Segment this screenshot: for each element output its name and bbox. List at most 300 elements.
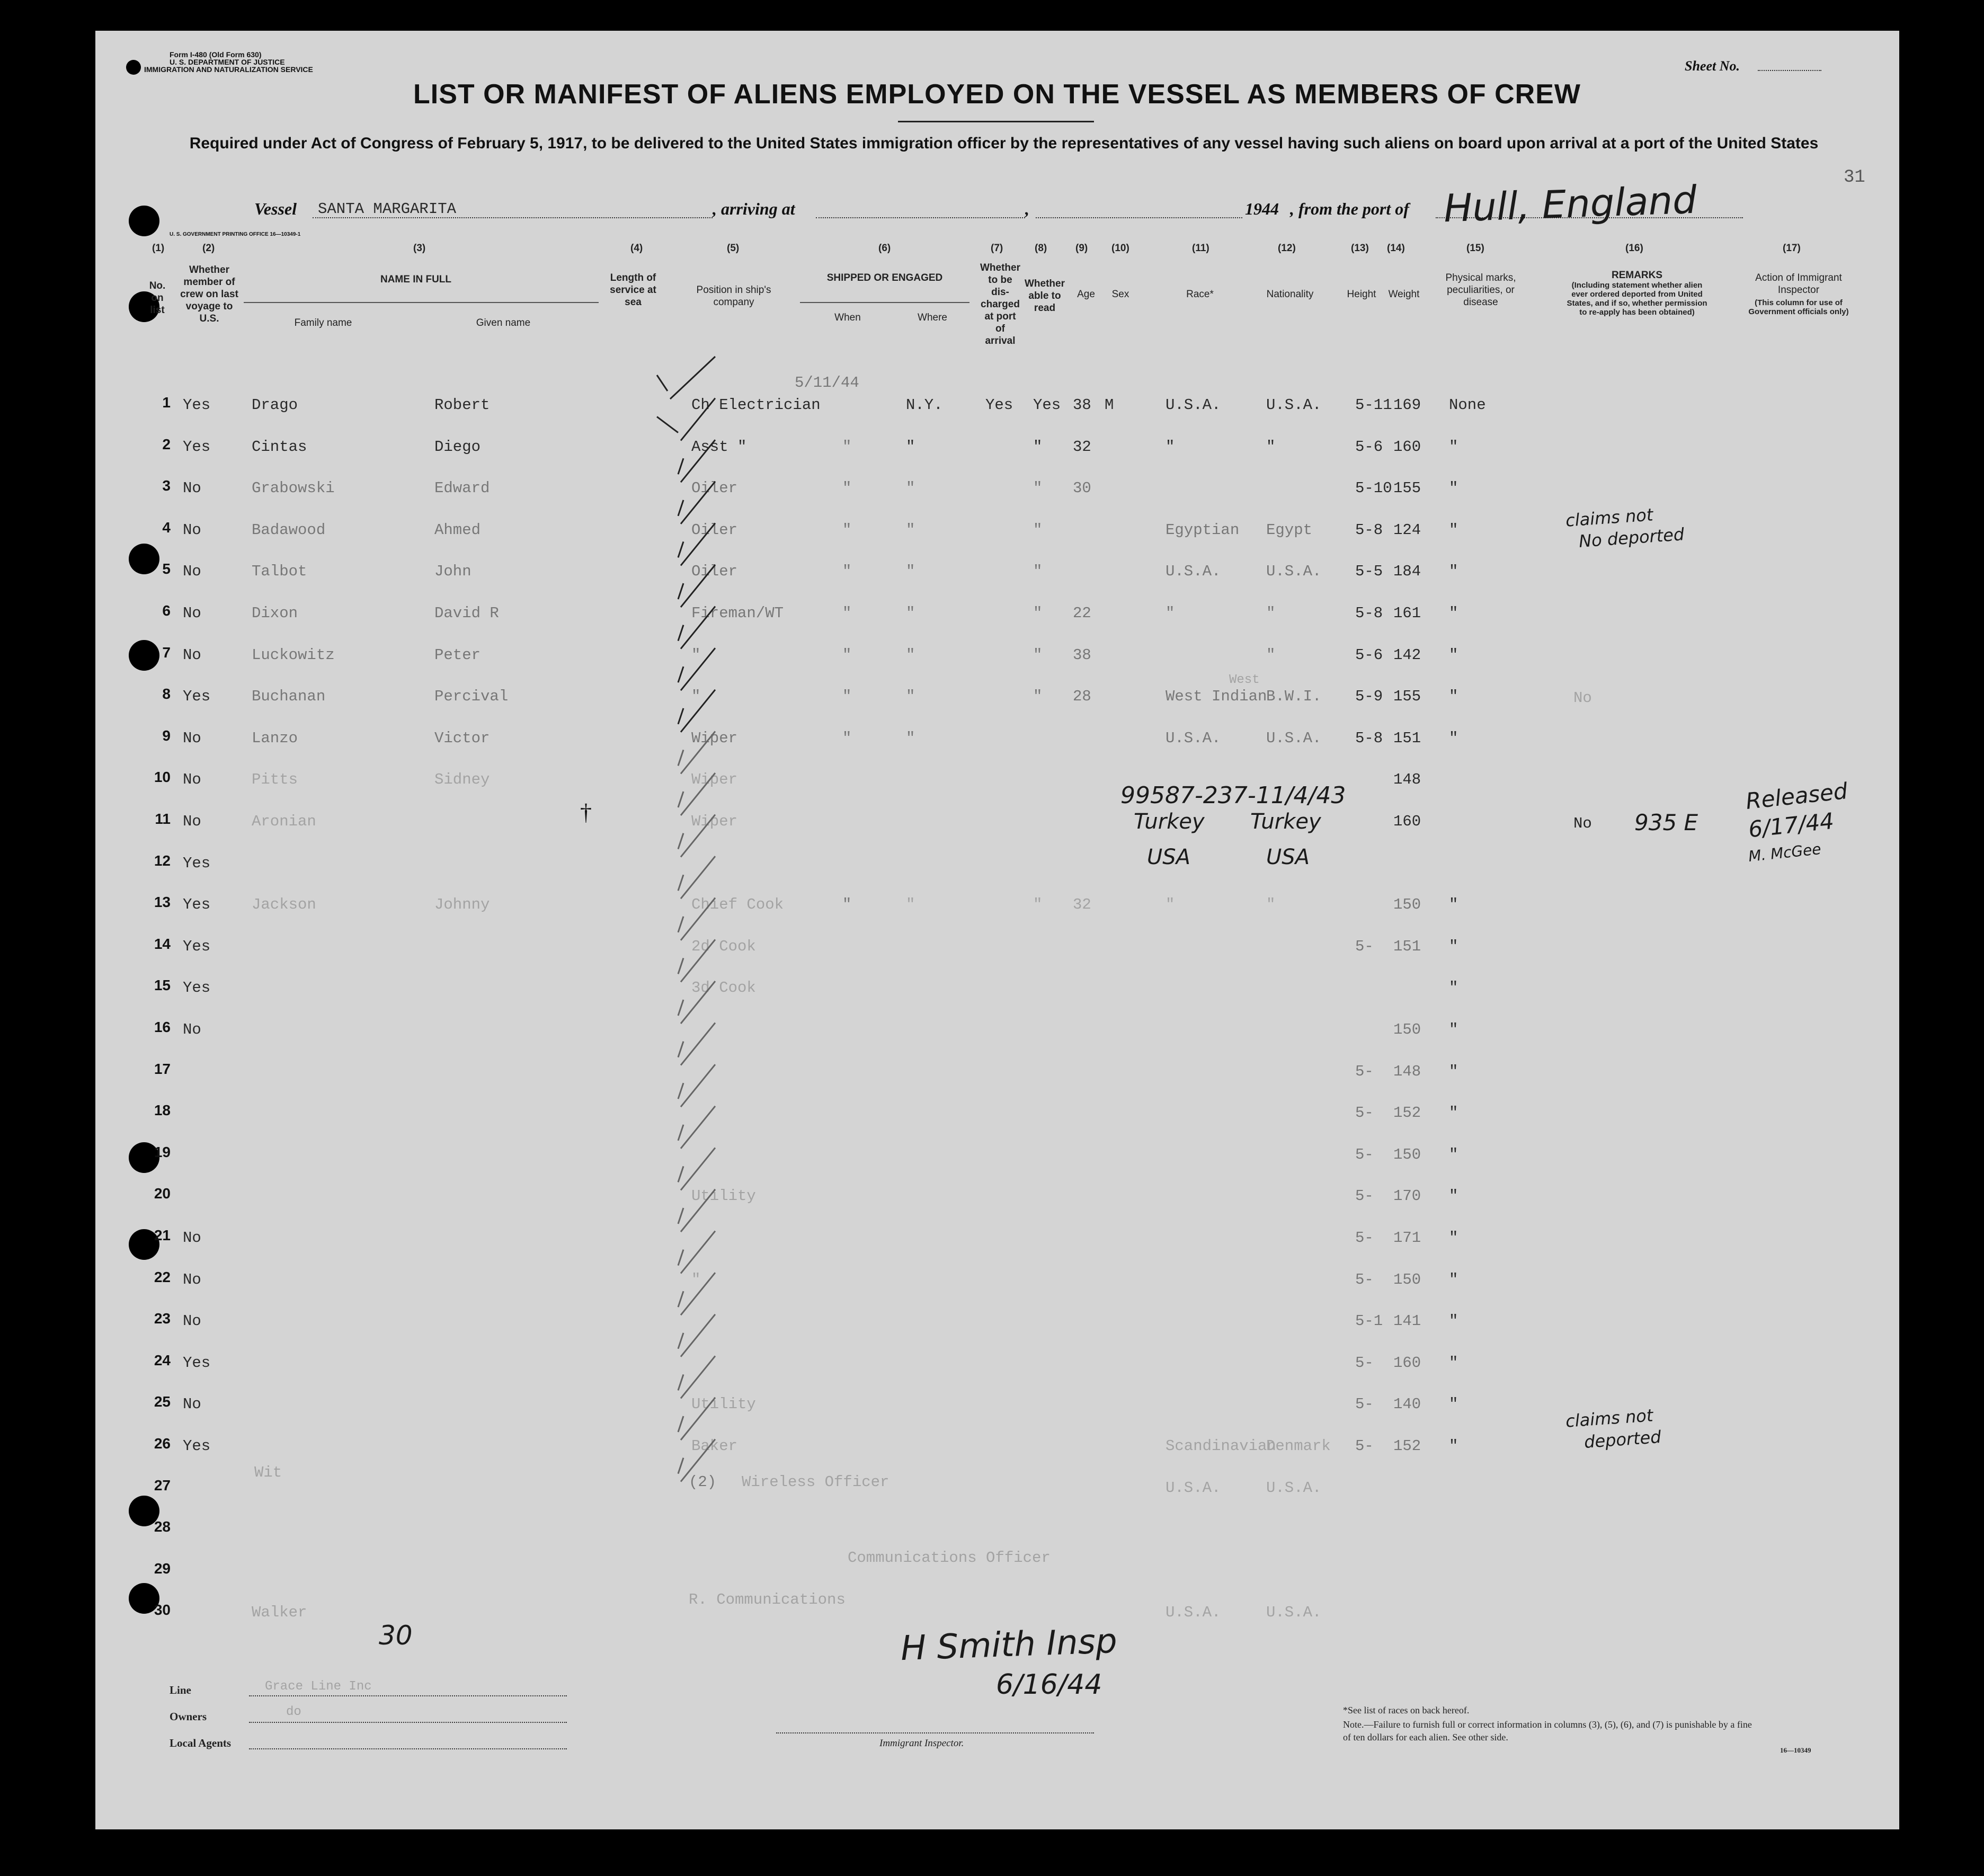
col-head-physical-marks: Physical marks, peculiarities, or disease	[1445, 272, 1516, 308]
cell-pos: Oiler	[691, 563, 738, 581]
cell-ht: 5-1	[1355, 1312, 1383, 1330]
cell-pos: Wiper	[691, 729, 738, 747]
hw-remark-deported-row4: No deported	[1578, 524, 1685, 552]
cell-family: Buchanan	[252, 688, 326, 706]
col-head-name-in-full: NAME IN FULL	[380, 274, 452, 285]
cell-crew: No	[183, 646, 201, 664]
row8-remark: No	[1573, 689, 1592, 707]
row-number: 22	[154, 1268, 171, 1285]
cell-when: "	[842, 729, 852, 747]
cell-pos: Asst "	[691, 438, 747, 456]
cell-sex: M	[1105, 396, 1114, 414]
cell-marks: "	[1449, 479, 1458, 497]
service-check-mark	[678, 565, 715, 607]
cell-race: "	[1166, 896, 1175, 914]
inspector-caption: Immigrant Inspector.	[879, 1738, 964, 1749]
service-check-mark	[657, 357, 715, 399]
cell-wt: 148	[1393, 1062, 1421, 1080]
cell-crew: No	[183, 563, 201, 581]
row-number: 19	[154, 1143, 171, 1160]
cell-nat: "	[1266, 646, 1276, 664]
cell-given: Diego	[434, 438, 481, 456]
cell-when: "	[842, 688, 852, 706]
cell-wt: 150	[1393, 1270, 1421, 1288]
cell-wt: 170	[1393, 1187, 1421, 1205]
cell-ht: 5-	[1355, 937, 1374, 955]
service-check-mark	[678, 981, 715, 1024]
col-num-5: (5)	[727, 243, 740, 254]
cell-race: U.S.A.	[1166, 396, 1221, 414]
cell-ht: 5-	[1355, 1437, 1374, 1455]
cell-read: "	[1033, 604, 1043, 622]
service-check-mark	[678, 1314, 715, 1357]
col-num-3: (3)	[413, 243, 426, 254]
cell-age: 38	[1073, 396, 1091, 414]
cell-given: Johnny	[434, 896, 490, 914]
action-note: (This column for use of Government officials only)	[1748, 298, 1849, 316]
row-number: 12	[154, 852, 171, 869]
cell-family: Jackson	[252, 896, 316, 914]
cell-where: "	[906, 563, 915, 581]
col-num-11: (11)	[1192, 243, 1209, 254]
col-head-nationality: Nationality	[1266, 289, 1314, 300]
hw-total-count: 30	[379, 1620, 413, 1651]
cell-marks: "	[1449, 1062, 1458, 1080]
col-head-given-name: Given name	[476, 317, 531, 328]
service-check-mark	[678, 856, 715, 899]
from-port-label: , from the port of	[1290, 199, 1409, 218]
col-head-where: Where	[918, 312, 947, 323]
cell-ht: 5-6	[1355, 438, 1383, 456]
cell-pos: "	[691, 688, 701, 706]
cell-pos: Oiler	[691, 521, 738, 539]
cell-crew: Yes	[183, 854, 211, 872]
cell-ht: 5-	[1355, 1395, 1374, 1413]
row-number: 18	[154, 1102, 171, 1119]
hw-remark-deported-row26: deported	[1583, 1426, 1662, 1453]
service-check-mark	[657, 398, 715, 441]
cell-age: 30	[1073, 479, 1091, 497]
cell-given: Peter	[434, 646, 481, 664]
cell-when: "	[842, 646, 852, 664]
cell-nat: U.S.A.	[1266, 396, 1322, 414]
cell-given: Sidney	[434, 771, 490, 789]
cell-crew: Yes	[183, 1354, 211, 1372]
cell-race: U.S.A.	[1166, 1604, 1221, 1622]
cell-pos: 2d Cook	[691, 937, 756, 955]
shipped-date-row1: 5/11/44	[795, 374, 859, 392]
cell-ht: 5-	[1355, 1062, 1374, 1080]
cell-race: U.S.A.	[1166, 729, 1221, 747]
cell-when: "	[842, 896, 852, 914]
row-number: 5	[162, 561, 171, 577]
service-check-mark	[678, 440, 715, 482]
col-num-1: (1)	[152, 243, 165, 254]
cell-ht: 5-5	[1355, 563, 1383, 581]
row-number: 6	[162, 602, 171, 619]
department-name: U. S. DEPARTMENT OF JUSTICE	[170, 58, 285, 66]
col-num-9: (9)	[1075, 243, 1088, 254]
cell-nat: Denmark	[1266, 1437, 1331, 1455]
row-number: 1	[162, 394, 171, 411]
col-num-16: (16)	[1625, 243, 1643, 254]
cell-pos: Chief Cook	[691, 896, 784, 914]
row11-dagger-mark: †	[580, 799, 592, 825]
service-check-mark	[678, 1270, 715, 1315]
cell-crew: No	[183, 1395, 201, 1413]
cell-pos: Fireman/WT	[691, 604, 784, 622]
col-head-race: Race*	[1186, 289, 1214, 300]
service-check-mark	[678, 482, 715, 524]
hw-inspector-signature: H Smith Insp	[900, 1621, 1118, 1669]
row-number: 24	[154, 1352, 171, 1368]
form-code: 16—10349	[1780, 1746, 1811, 1754]
hw-released-date: 6/17/44	[1747, 807, 1836, 843]
col-num-2: (2)	[202, 243, 215, 254]
footer-owners-label: Owners	[170, 1710, 207, 1723]
cell-crew: No	[183, 771, 201, 789]
service-check-mark	[678, 1398, 715, 1440]
cell-ht: 5-10	[1355, 479, 1392, 497]
cell-nat: B.W.I.	[1266, 688, 1322, 706]
cell-wt: 160	[1393, 1354, 1421, 1372]
cell-wt: 155	[1393, 479, 1421, 497]
cell-age: 38	[1073, 646, 1091, 664]
cell-wt: 140	[1393, 1395, 1421, 1413]
sheet-number-label: Sheet No.	[1685, 58, 1740, 74]
cell-age: 32	[1073, 896, 1091, 914]
row27-name: Wit	[254, 1464, 282, 1481]
cell-given: Robert	[434, 396, 490, 414]
cell-pos: Ch Electrician	[691, 396, 821, 414]
cell-marks: "	[1449, 438, 1458, 456]
printing-office: U. S. GOVERNMENT PRINTING OFFICE 16—10349-1	[170, 232, 301, 237]
form-number: Form I-480 (Old Form 630)	[170, 50, 262, 59]
races-note: *See list of races on back hereof.	[1343, 1705, 1470, 1715]
row-number: 4	[162, 519, 171, 536]
cell-wt: 152	[1393, 1437, 1421, 1455]
title-underline	[898, 121, 1094, 122]
cell-ht: 5-	[1355, 1354, 1374, 1372]
cell-race: West Indian	[1166, 688, 1267, 706]
cell-wt: 151	[1393, 937, 1421, 955]
cell-crew: Yes	[183, 688, 211, 706]
cell-read: "	[1033, 563, 1043, 581]
service-check-mark	[678, 523, 715, 565]
cell-wt: 155	[1393, 688, 1421, 706]
footer-line-value: Grace Line Inc	[265, 1679, 372, 1694]
cell-marks: "	[1449, 1104, 1458, 1122]
footer-agents-label: Local Agents	[170, 1737, 232, 1749]
cell-marks: "	[1449, 1229, 1458, 1247]
hw-inspector-date: 6/16/44	[996, 1669, 1102, 1701]
arrival-date-line	[1036, 217, 1242, 218]
row-number: 21	[154, 1227, 171, 1243]
row-number: 16	[154, 1019, 171, 1035]
cell-marks: "	[1449, 1270, 1458, 1288]
row-number: 30	[154, 1602, 171, 1619]
row-number: 20	[154, 1185, 171, 1202]
cell-age: 32	[1073, 438, 1091, 456]
row-number: 28	[154, 1518, 171, 1535]
cell-wt: 148	[1393, 771, 1421, 789]
manifest-sheet	[95, 31, 1899, 1829]
cell-marks: "	[1449, 979, 1458, 997]
cell-ht: 5-	[1355, 1187, 1374, 1205]
col-num-10: (10)	[1111, 243, 1129, 254]
cell-pos: Utility	[691, 1395, 756, 1413]
cell-wt: 169	[1393, 396, 1421, 414]
cell-where: "	[906, 604, 915, 622]
cell-wt: 171	[1393, 1229, 1421, 1247]
row8-race-top: West	[1229, 673, 1260, 687]
col-num-17: (17)	[1783, 243, 1801, 254]
col-head-shipped-engaged: SHIPPED OR ENGAGED	[826, 272, 943, 283]
remarks-note: (Including statement whether alien ever ordered deported from United States, and if so, whether permission to re-apply has been obtained)	[1567, 281, 1707, 317]
col-num-4: (4)	[630, 243, 643, 254]
hw-race-usa: USA	[1147, 845, 1191, 869]
cell-crew: No	[183, 1312, 201, 1330]
row-number: 10	[154, 769, 171, 786]
cell-crew: No	[183, 1021, 201, 1038]
service-check-mark	[678, 1064, 715, 1107]
name-divider	[244, 302, 599, 303]
cell-read: Yes	[1033, 396, 1061, 414]
service-check-mark	[678, 607, 715, 649]
cell-when: "	[842, 479, 852, 497]
page-number-mark: 31	[1844, 167, 1865, 188]
cell-pos: Wiper	[691, 813, 738, 830]
row-number: 3	[162, 477, 171, 494]
cell-family: Dixon	[252, 604, 298, 622]
cell-when: "	[842, 604, 852, 622]
cell-wt: 151	[1393, 729, 1421, 747]
row29-position: Communications Officer	[848, 1549, 1051, 1567]
cell-marks: "	[1449, 521, 1458, 539]
footer-owners-value: do	[286, 1705, 301, 1719]
row30-position: R. Communications	[689, 1591, 846, 1608]
cell-family: Aronian	[252, 813, 316, 830]
cell-read: "	[1033, 521, 1043, 539]
cell-ht: 5-11	[1355, 396, 1392, 414]
punch-hole	[126, 60, 141, 75]
row-number: 2	[162, 435, 171, 452]
inspector-signature-rule	[776, 1732, 1094, 1733]
row-number: 29	[154, 1560, 171, 1577]
cell-nat: U.S.A.	[1266, 1479, 1322, 1497]
cell-pos: Oiler	[691, 479, 738, 497]
cell-ht: 5-9	[1355, 688, 1383, 706]
cell-nat: U.S.A.	[1266, 729, 1322, 747]
col-head-length-service: Length of service at sea	[610, 272, 656, 308]
service-check-mark	[678, 939, 715, 982]
cell-read: "	[1033, 438, 1043, 456]
service-check-mark	[678, 1106, 715, 1149]
cell-ht: 5-8	[1355, 521, 1383, 539]
cell-wt: 142	[1393, 646, 1421, 664]
cell-marks: "	[1449, 937, 1458, 955]
service-check-marks	[562, 327, 720, 1657]
cell-marks: "	[1449, 729, 1458, 747]
col-head-discharged: Whether to be dis-charged at port of arrival	[980, 262, 1020, 346]
cell-wt: 124	[1393, 521, 1421, 539]
cell-crew: No	[183, 521, 201, 539]
cell-family: Cintas	[252, 438, 307, 456]
cell-race: Egyptian	[1166, 521, 1240, 539]
col-head-weight: Weight	[1388, 289, 1420, 300]
cell-crew: Yes	[183, 937, 211, 955]
cell-where: "	[906, 729, 915, 747]
cell-marks: "	[1449, 1021, 1458, 1038]
cell-marks: "	[1449, 563, 1458, 581]
cell-where: "	[906, 646, 915, 664]
vessel-label: Vessel	[254, 199, 297, 218]
row-number: 25	[154, 1393, 171, 1410]
col-head-when: When	[834, 312, 861, 323]
cell-when: "	[842, 563, 852, 581]
cell-wt: 152	[1393, 1104, 1421, 1122]
hw-alien-number: 99587-237-11/4/43	[1120, 782, 1346, 809]
service-check-mark	[678, 1356, 715, 1398]
cell-marks: "	[1449, 1437, 1458, 1455]
cell-crew: No	[183, 479, 201, 497]
col-head-family-name: Family name	[294, 317, 352, 328]
sheet-number-line	[1758, 70, 1821, 71]
cell-wt: 150	[1393, 896, 1421, 914]
cell-nat: Egypt	[1266, 521, 1313, 539]
cell-read: "	[1033, 646, 1043, 664]
cell-race: "	[1166, 604, 1175, 622]
cell-crew: No	[183, 1229, 201, 1247]
row-number: 23	[154, 1310, 171, 1327]
cell-disch: Yes	[985, 396, 1013, 414]
service-check-mark	[678, 1439, 715, 1482]
hw-released-signature: M. McGee	[1747, 840, 1822, 866]
row-number: 26	[154, 1435, 171, 1452]
cell-crew: Yes	[183, 1437, 211, 1455]
cell-family: Luckowitz	[252, 646, 335, 664]
hw-nationality-turkey: Turkey	[1250, 810, 1321, 834]
col-head-crew-last-voyage: Whether member of crew on last voyage to U.S.	[180, 264, 238, 324]
hw-race-turkey: Turkey	[1134, 810, 1205, 834]
cell-family: Lanzo	[252, 729, 298, 747]
cell-marks: "	[1449, 1145, 1458, 1163]
cell-wt: 150	[1393, 1145, 1421, 1163]
page-title: LIST OR MANIFEST OF ALIENS EMPLOYED ON THE VESSEL AS MEMBERS OF CREW	[413, 79, 1581, 110]
hw-file-number: 935 E	[1634, 810, 1698, 835]
service-check-mark	[678, 648, 715, 690]
cell-marks: "	[1449, 688, 1458, 706]
cell-wt: 161	[1393, 604, 1421, 622]
service-check-mark	[678, 1148, 715, 1190]
cell-nat: "	[1266, 896, 1276, 914]
service-check-mark	[678, 1231, 715, 1274]
cell-crew: No	[183, 729, 201, 747]
penalty-note: Note.—Failure to furnish full or correct information in columns (3), (5), (6), and (7) is punishable by a fine of ten dollars for each alien. See other side.	[1343, 1719, 1752, 1742]
cell-given: Ahmed	[434, 521, 481, 539]
row-number: 15	[154, 977, 171, 994]
hw-released: Released	[1744, 778, 1849, 814]
cell-pos: "	[691, 646, 701, 664]
cell-given: John	[434, 563, 471, 581]
cell-ht: 5-	[1355, 1145, 1374, 1163]
row-number: 7	[162, 644, 171, 661]
cell-pos: 3d Cook	[691, 979, 756, 997]
cell-family: Drago	[252, 396, 298, 414]
service-check-mark	[678, 815, 715, 857]
cell-age: 28	[1073, 688, 1091, 706]
row-number: 9	[162, 727, 171, 744]
vessel-name: SANTA MARGARITA	[318, 200, 457, 218]
cell-marks: "	[1449, 646, 1458, 664]
col-num-7: (7)	[991, 243, 1003, 254]
cell-nat: "	[1266, 438, 1276, 456]
arriving-line	[816, 217, 1025, 218]
comma-separator: ,	[1025, 199, 1029, 218]
cell-read: "	[1033, 688, 1043, 706]
footer-owners-rule	[249, 1722, 567, 1723]
cell-wt: 184	[1393, 563, 1421, 581]
cell-family: Walker	[252, 1604, 307, 1622]
cell-marks: "	[1449, 1354, 1458, 1372]
row11-remark-no: No	[1573, 815, 1592, 832]
cell-given: Edward	[434, 479, 490, 497]
cell-pos: "	[691, 1270, 701, 1288]
col-num-14: (14)	[1387, 243, 1405, 254]
col-head-remarks: REMARKS	[1611, 270, 1663, 281]
cell-pos: Baker	[691, 1437, 738, 1455]
cell-marks: "	[1449, 896, 1458, 914]
cell-race: U.S.A.	[1166, 1479, 1221, 1497]
cell-where: N.Y.	[906, 396, 943, 414]
row-number: 17	[154, 1060, 171, 1077]
cell-marks: "	[1449, 1187, 1458, 1205]
footer-line-rule	[249, 1695, 567, 1696]
hw-nationality-usa: USA	[1266, 845, 1310, 869]
service-check-mark	[678, 690, 715, 732]
cell-pos: Utility	[691, 1187, 756, 1205]
cell-when: "	[842, 521, 852, 539]
port-handwritten: Hull, England	[1443, 177, 1698, 231]
col-num-13: (13)	[1351, 243, 1369, 254]
col-head-age: Age	[1077, 289, 1095, 300]
shipped-divider	[800, 302, 969, 303]
cell-nat: "	[1266, 604, 1276, 622]
cell-crew: Yes	[183, 896, 211, 914]
cell-given: Percival	[434, 688, 509, 706]
row27-position-num: (2)	[689, 1473, 717, 1491]
cell-ht: 5-8	[1355, 604, 1383, 622]
hw-remark-claims-row26: claims not	[1564, 1405, 1654, 1432]
service-check-mark	[678, 773, 715, 815]
row-number: 13	[154, 894, 171, 911]
cell-read: "	[1033, 896, 1043, 914]
cell-when: "	[842, 438, 852, 456]
cell-race: U.S.A.	[1166, 563, 1221, 581]
footer-line-label: Line	[170, 1684, 191, 1696]
cell-marks: "	[1449, 1395, 1458, 1413]
cell-wt: 160	[1393, 813, 1421, 830]
cell-family: Grabowski	[252, 479, 335, 497]
cell-nat: U.S.A.	[1266, 563, 1322, 581]
cell-crew: No	[183, 604, 201, 622]
cell-pos: Wiper	[691, 771, 738, 789]
cell-wt: 150	[1393, 1021, 1421, 1038]
col-head-no-on-list: No. on list	[149, 280, 166, 316]
cell-ht: 5-6	[1355, 646, 1383, 664]
cell-where: "	[906, 438, 915, 456]
cell-race: "	[1166, 438, 1175, 456]
